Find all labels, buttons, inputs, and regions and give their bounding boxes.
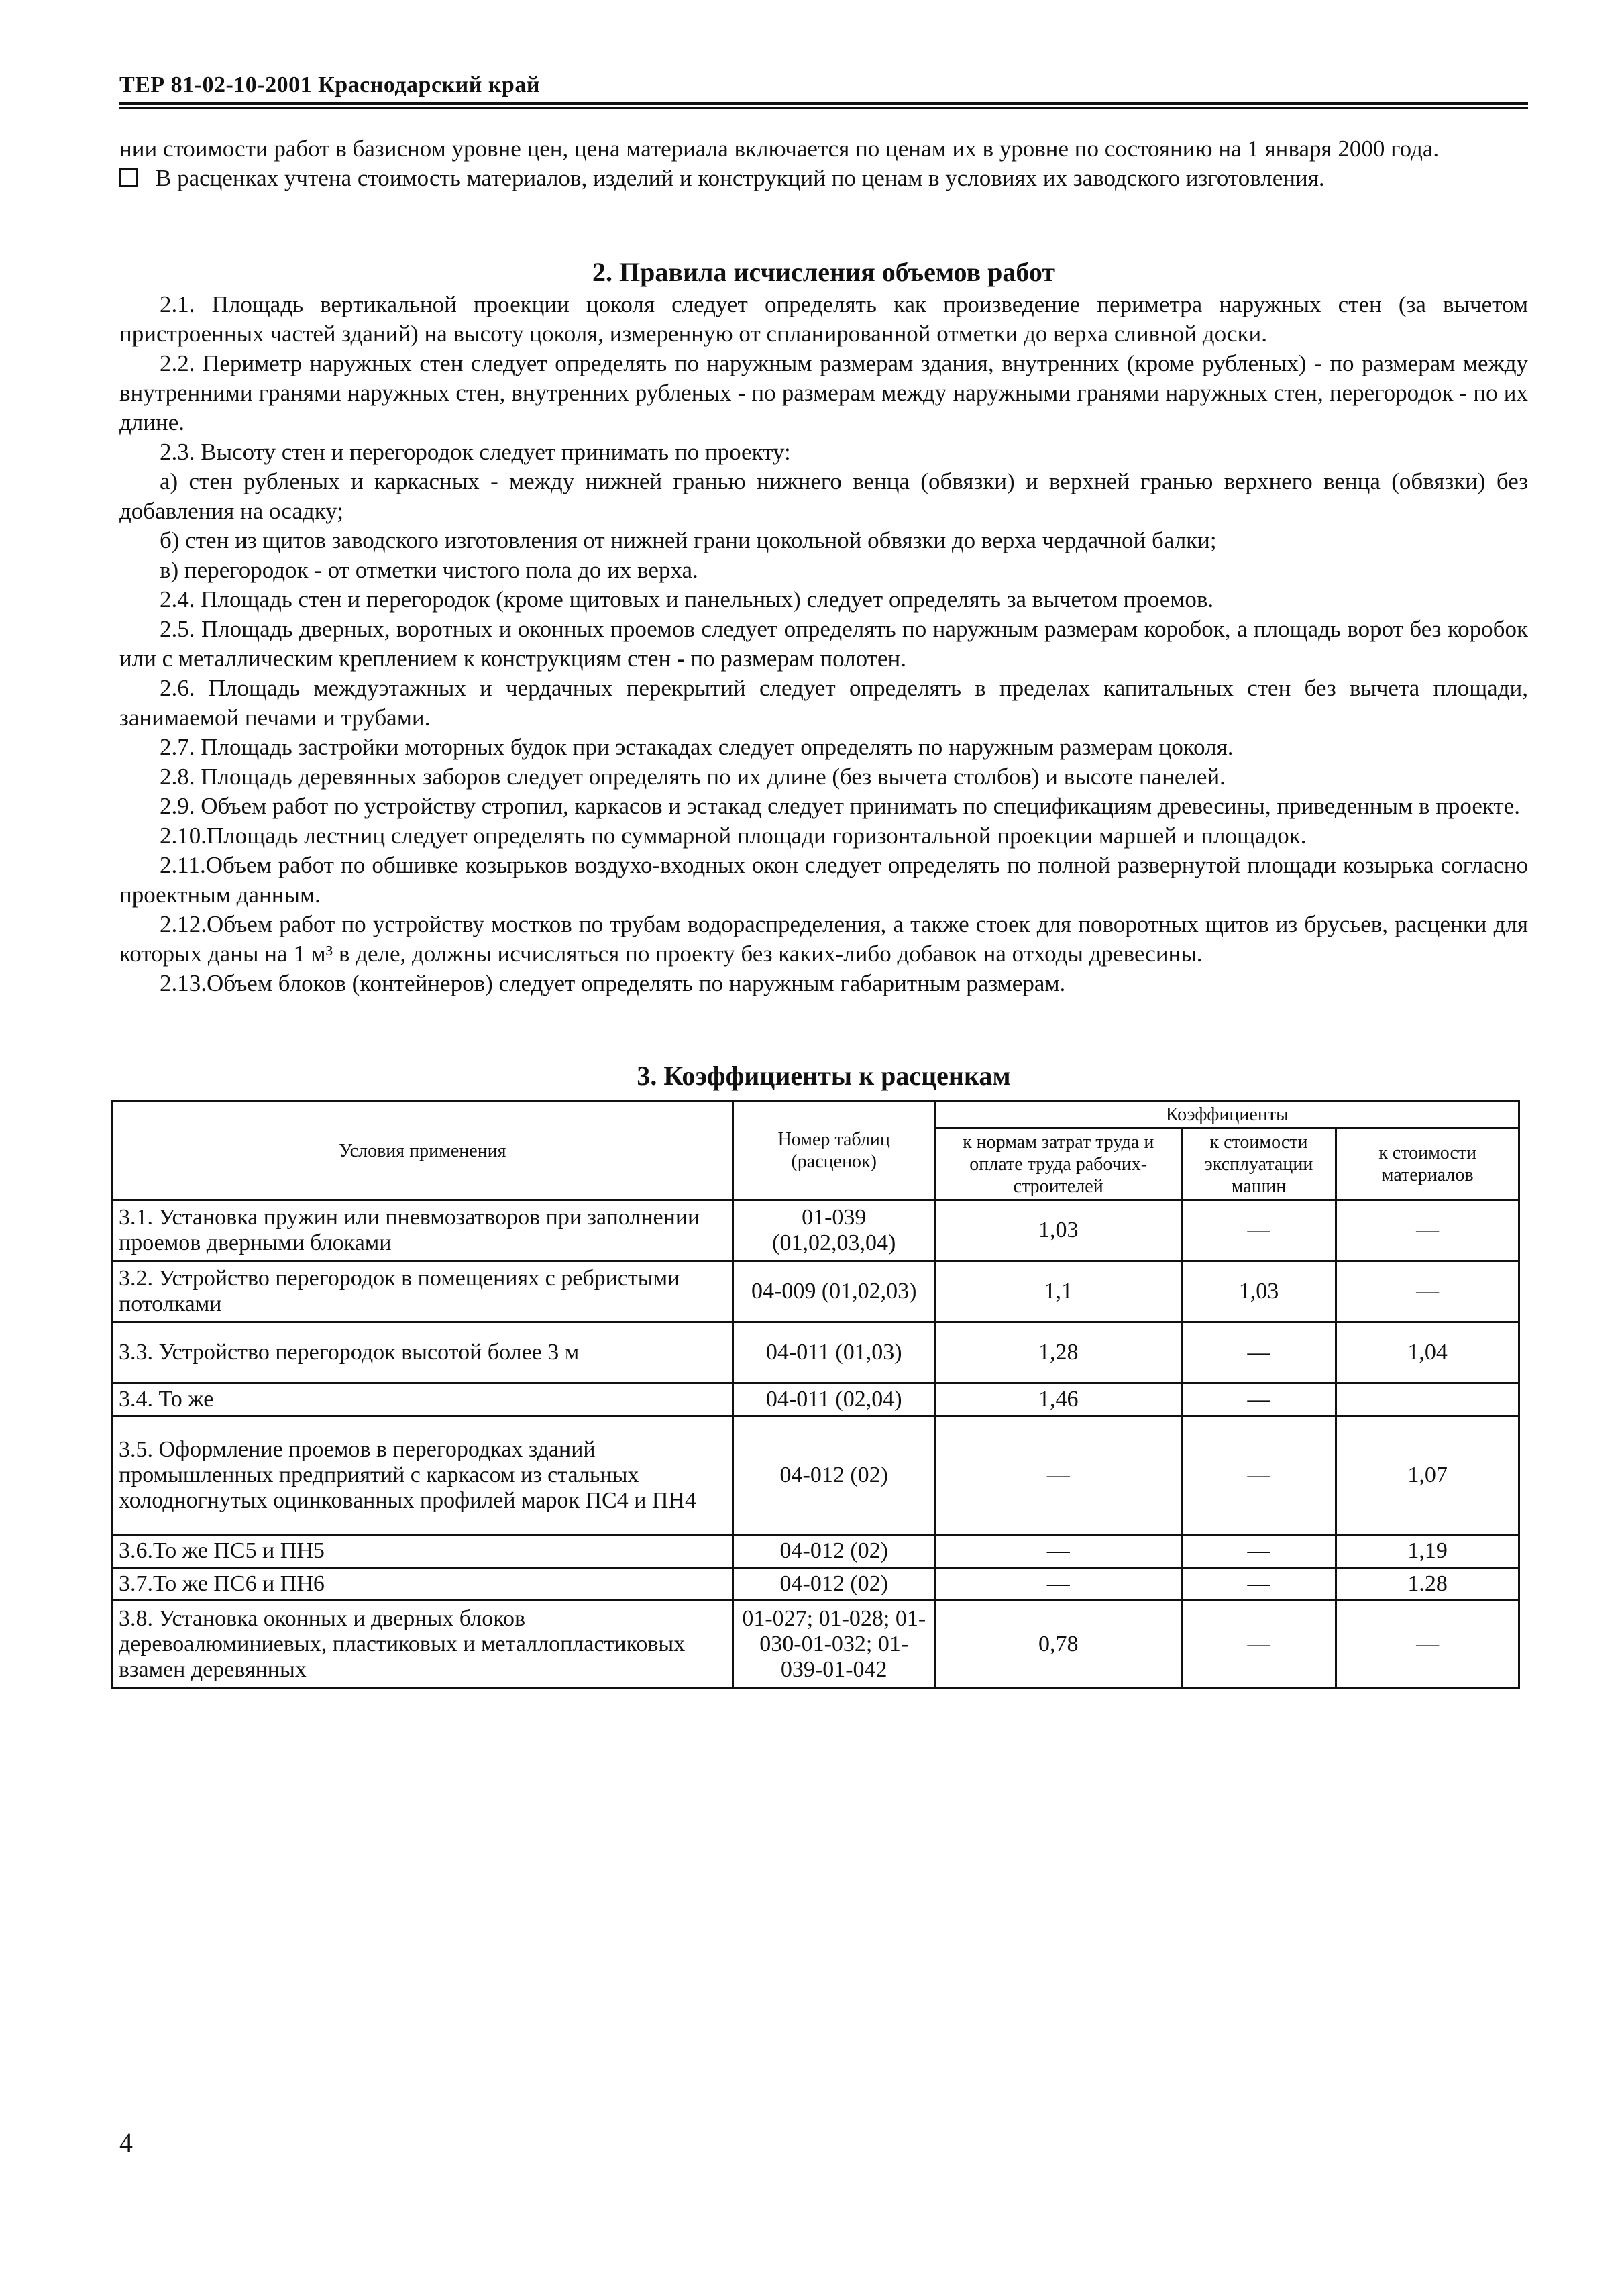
- rule-item: 2.6. Площадь междуэтажных и чердачных перекрытий следует определять в пределах капитальных стен без вычета площади, занимаемой печами и трубами.: [119, 675, 1528, 731]
- cell-labor: —: [935, 1535, 1181, 1568]
- cell-labor: 1,03: [935, 1200, 1181, 1261]
- header-coefficients: Коэффициенты: [935, 1102, 1519, 1128]
- header-rule: [119, 102, 1528, 105]
- rule-item: 2.4. Площадь стен и перегородок (кроме щитовых и панельных) следует определять за вычетом проемов.: [160, 586, 1214, 613]
- cell-labor: 1,1: [935, 1261, 1181, 1322]
- cell-materials: 1,04: [1336, 1322, 1519, 1383]
- rule-subitem: б) стен из щитов заводского изготовления от нижней грани цокольной обвязки до верха чердачной балки;: [160, 527, 1217, 553]
- header-materials: к стоимости материалов: [1336, 1128, 1519, 1200]
- rule-item: 2.8. Площадь деревянных заборов следует определять по их длине (без вычета столбов) и высоте панелей.: [160, 763, 1226, 790]
- cell-materials: 1,07: [1336, 1416, 1519, 1535]
- cell-conditions: 3.7.То же ПС6 и ПН6: [113, 1568, 733, 1601]
- rule-item: 2.2. Периметр наружных стен следует определять по наружным размерам здания, внутренних (кроме рубленых) - по размерам между внутренними гранями наружных стен, внутренних рубленых - по размерам между наружными гранями наружных стен, перегородок - по их длине.: [119, 350, 1528, 435]
- table-row: [113, 1601, 1519, 1689]
- rule-item: 2.1. Площадь вертикальной проекции цоколя следует определять как произведение периметра наружных стен (за вычетом пристроенных частей зданий) на высоту цоколя, измеренную от спланированной отметки до верха сливной доски.: [119, 291, 1528, 347]
- cell-machines: —: [1181, 1383, 1336, 1416]
- rule-subitem: в) перегородок - от отметки чистого пола до их верха.: [160, 557, 698, 583]
- cell-conditions: 3.8. Установка оконных и дверных блоков деревоалюминиевых, пластиковых и металлопластиковых взамен деревянных: [113, 1601, 733, 1689]
- cell-table-no: 04-012 (02): [733, 1535, 935, 1568]
- intro-block: [119, 134, 1528, 193]
- rule-item: 2.9. Объем работ по устройству стропил, каркасов и эстакад следует принимать по спецификациям древесины, приведенным в проекте.: [160, 793, 1521, 819]
- table-row: [113, 1322, 1519, 1383]
- cell-machines: —: [1181, 1568, 1336, 1601]
- cell-machines: 1,03: [1181, 1261, 1336, 1322]
- cell-table-no: 04-012 (02): [733, 1568, 935, 1601]
- cell-labor: —: [935, 1416, 1181, 1535]
- rule-item: 2.7. Площадь застройки моторных будок при эстакадах следует определять по наружным размерам цоколя.: [160, 734, 1234, 760]
- table-header-row: [113, 1102, 1519, 1128]
- table-row: [113, 1383, 1519, 1416]
- rule-subitem: а) стен рубленых и каркасных - между нижней гранью нижнего венца (обвязки) и верхней гранью верхнего венца (обвязки) без добавления на осадку;: [119, 468, 1528, 524]
- header-table-no: Номер таблиц (расценок): [733, 1102, 935, 1200]
- cell-machines: —: [1181, 1416, 1336, 1535]
- cell-conditions: 3.4. То же: [113, 1383, 733, 1416]
- section-3-title: 3. Коэффициенты к расценкам: [637, 1061, 1011, 1091]
- cell-machines: —: [1181, 1601, 1336, 1689]
- table-row: [113, 1200, 1519, 1261]
- cell-materials: 1.28: [1336, 1568, 1519, 1601]
- rule-item: 2.12.Объем работ по устройству мостков по трубам водораспределения, а также стоек для поворотных щитов из брусьев, расценки для которых даны на 1 м³ в деле, должны исчисляться по проекту без каких-либо добавок на отходы древесины.: [119, 911, 1528, 967]
- cell-conditions: 3.1. Установка пружин или пневмозатворов при заполнении проемов дверными блоками: [113, 1200, 733, 1261]
- table-row: [113, 1416, 1519, 1535]
- section-2-title: 2. Правила исчисления объемов работ: [592, 257, 1055, 287]
- header-labor: к нормам затрат труда и оплате труда рабочих-строителей: [935, 1128, 1181, 1200]
- table-body: [113, 1200, 1519, 1689]
- cell-labor: 1,28: [935, 1322, 1181, 1383]
- cell-materials: [1336, 1383, 1519, 1416]
- rule-item: 2.10.Площадь лестниц следует определять по суммарной площади горизонтальной проекции маршей и площадок.: [160, 823, 1307, 849]
- coefficients-table: [111, 1100, 1520, 1689]
- intro-bullet-paragraph: [119, 164, 1528, 193]
- rule-item: 2.13.Объем блоков (контейнеров) следует определять по наружным габаритным размерам.: [160, 970, 1066, 996]
- cell-table-no: 04-011 (01,03): [733, 1322, 935, 1383]
- cell-materials: —: [1336, 1601, 1519, 1689]
- rule-item: 2.3. Высоту стен и перегородок следует принимать по проекту:: [160, 439, 791, 465]
- cell-conditions: 3.6.То же ПС5 и ПН5: [113, 1535, 733, 1568]
- table-row: [113, 1261, 1519, 1322]
- section-2-body: [119, 290, 1528, 998]
- cell-materials: —: [1336, 1200, 1519, 1261]
- page-number: 4: [119, 2127, 133, 2158]
- rule-item: 2.5. Площадь дверных, воротных и оконных проемов следует определять по наружным размерам коробок, а площадь ворот без коробок или с металлическим креплением к конструкциям стен - по размерам полотен.: [119, 616, 1528, 672]
- cell-machines: —: [1181, 1200, 1336, 1261]
- cell-machines: —: [1181, 1535, 1336, 1568]
- cell-table-no: 04-012 (02): [733, 1416, 935, 1535]
- cell-materials: —: [1336, 1261, 1519, 1322]
- cell-conditions: 3.2. Устройство перегородок в помещениях с ребристыми потолками: [113, 1261, 733, 1322]
- header-conditions: Условия применения: [113, 1102, 733, 1200]
- header-machines: к стоимости эксплуатации машин: [1181, 1128, 1336, 1200]
- cell-table-no: 04-011 (02,04): [733, 1383, 935, 1416]
- cell-table-no: 01-027; 01-028; 01-030-01-032; 01-039-01-042: [733, 1601, 935, 1689]
- cell-machines: —: [1181, 1322, 1336, 1383]
- table-row: [113, 1568, 1519, 1601]
- table-row: [113, 1535, 1519, 1568]
- cell-table-no: 04-009 (01,02,03): [733, 1261, 935, 1322]
- cell-labor: 1,46: [935, 1383, 1181, 1416]
- checkbox-bullet-icon: [119, 168, 138, 187]
- cell-conditions: 3.3. Устройство перегородок высотой более 3 м: [113, 1322, 733, 1383]
- page-header: [119, 72, 1528, 113]
- intro-paragraph: нии стоимости работ в базисном уровне цен, цена материала включается по ценам их в уровне по состоянию на 1 января 2000 года.: [119, 136, 1440, 162]
- cell-labor: —: [935, 1568, 1181, 1601]
- header-rule-thin: [119, 107, 1528, 109]
- cell-conditions: 3.5. Оформление проемов в перегородках зданий промышленных предприятий с каркасом из стальных холодногнутых оцинкованных профилей марок ПС4 и ПН4: [113, 1416, 733, 1535]
- cell-table-no: 01-039 (01,02,03,04): [733, 1200, 935, 1261]
- rule-item: 2.11.Объем работ по обшивке козырьков воздухо-входных окон следует определять по полной развернутой площади козырька согласно проектным данным.: [119, 852, 1528, 908]
- cell-materials: 1,19: [1336, 1535, 1519, 1568]
- intro-bullet-text: В расценках учтена стоимость материалов, изделий и конструкций по ценам в условиях их заводского изготовления.: [156, 165, 1325, 191]
- cell-labor: 0,78: [935, 1601, 1181, 1689]
- header-title: ТЕР 81-02-10-2001 Краснодарский край: [119, 72, 540, 97]
